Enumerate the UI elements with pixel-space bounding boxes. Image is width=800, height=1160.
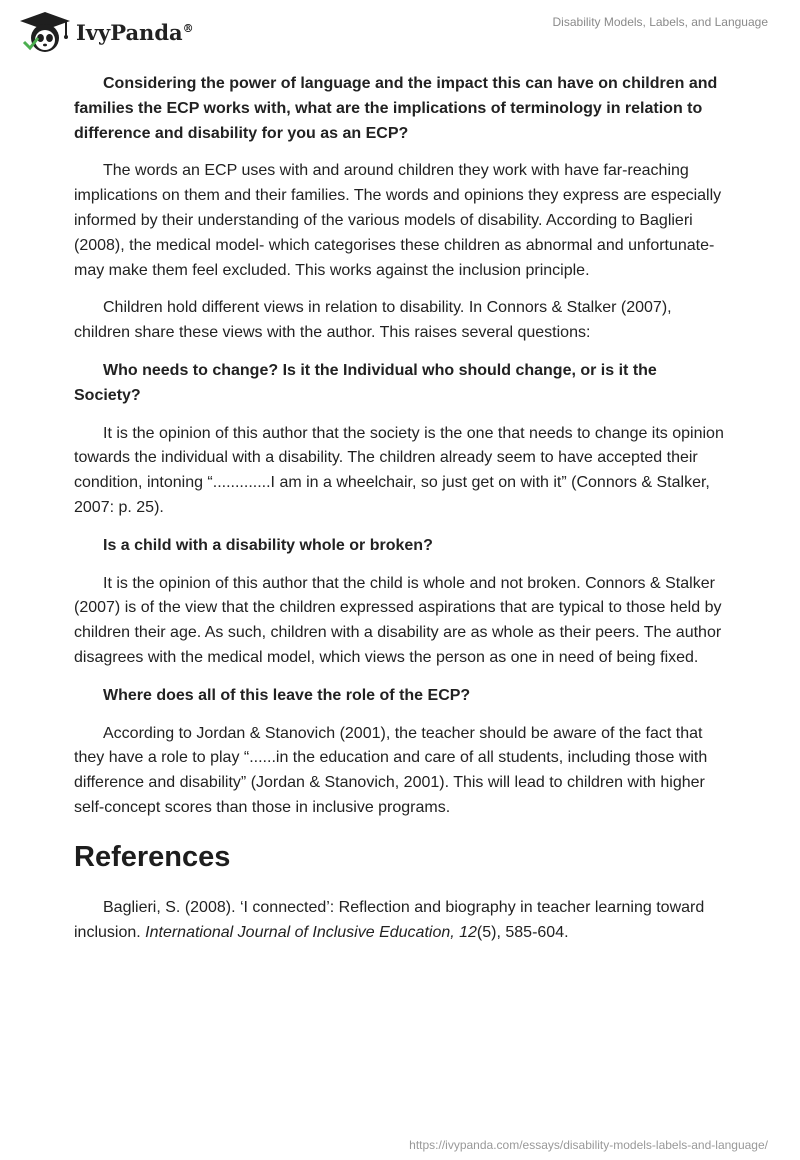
paragraph: It is the opinion of this author that the child is whole and not broken. Connors & Stalker (2007) is of the view that the children expressed aspirations that are typical to those held by children their age. As such, children with a disability are as whole as their peers. The author disagrees with the medical model, which views the person as one in need of being fixed. [74, 574, 722, 666]
logo-text: IvyPanda® [76, 19, 194, 45]
source-url[interactable]: https://ivypanda.com/essays/disability-models-labels-and-language/ [409, 1138, 768, 1152]
panda-graduate-icon [16, 10, 74, 54]
question-heading: Is a child with a disability whole or broken? [103, 536, 433, 554]
question-heading: Who needs to change? Is it the Individual who should change, or is it the Society? [74, 361, 657, 404]
question-heading: Considering the power of language and the impact this can have on children and families the ECP works with, what are the implications of terminology in relation to difference and disability for you as an ECP? [74, 75, 718, 142]
paragraph: The words an ECP uses with and around children they work with have far-reaching implications on them and their families. The words and opinions they express are especially informed by their understanding of the various models of disability. According to Baglieri (2008), the medical model- which categorises these children as abnormal and unfortunate- may make them feel excluded. This works against the inclusion principle. [74, 162, 722, 279]
question-heading: Where does all of this leave the role of the ECP? [103, 686, 471, 704]
paragraph: It is the opinion of this author that the society is the one that needs to change its opinion towards the individual with a disability. The children already seem to have accepted their condition, intoning “.............I am in a wheelchair, so just get on with it” (Connors & Stalker, 2007: p. 25). [74, 424, 724, 516]
document-title: Disability Models, Labels, and Language [552, 15, 768, 29]
paragraph: According to Jordan & Stanovich (2001), the teacher should be aware of the fact that they have a role to play “......in the education and care of all students, including those with difference and disability” (Jordan & Stanovich, 2001). This will lead to children with higher self-concept scores than those in inclusive programs. [74, 724, 708, 816]
reference-item: Baglieri, S. (2008). ‘I connected’: Reflection and biography in teacher learning toward inclusion. International Journal of Inclusive Education, 12(5), 585-604. [74, 898, 705, 941]
essay-content [74, 72, 724, 958]
logo[interactable] [16, 10, 194, 54]
paragraph: Children hold different views in relation to disability. In Connors & Stalker (2007), children share these views with the author. This raises several questions: [74, 299, 672, 342]
references-heading: References [74, 840, 231, 873]
